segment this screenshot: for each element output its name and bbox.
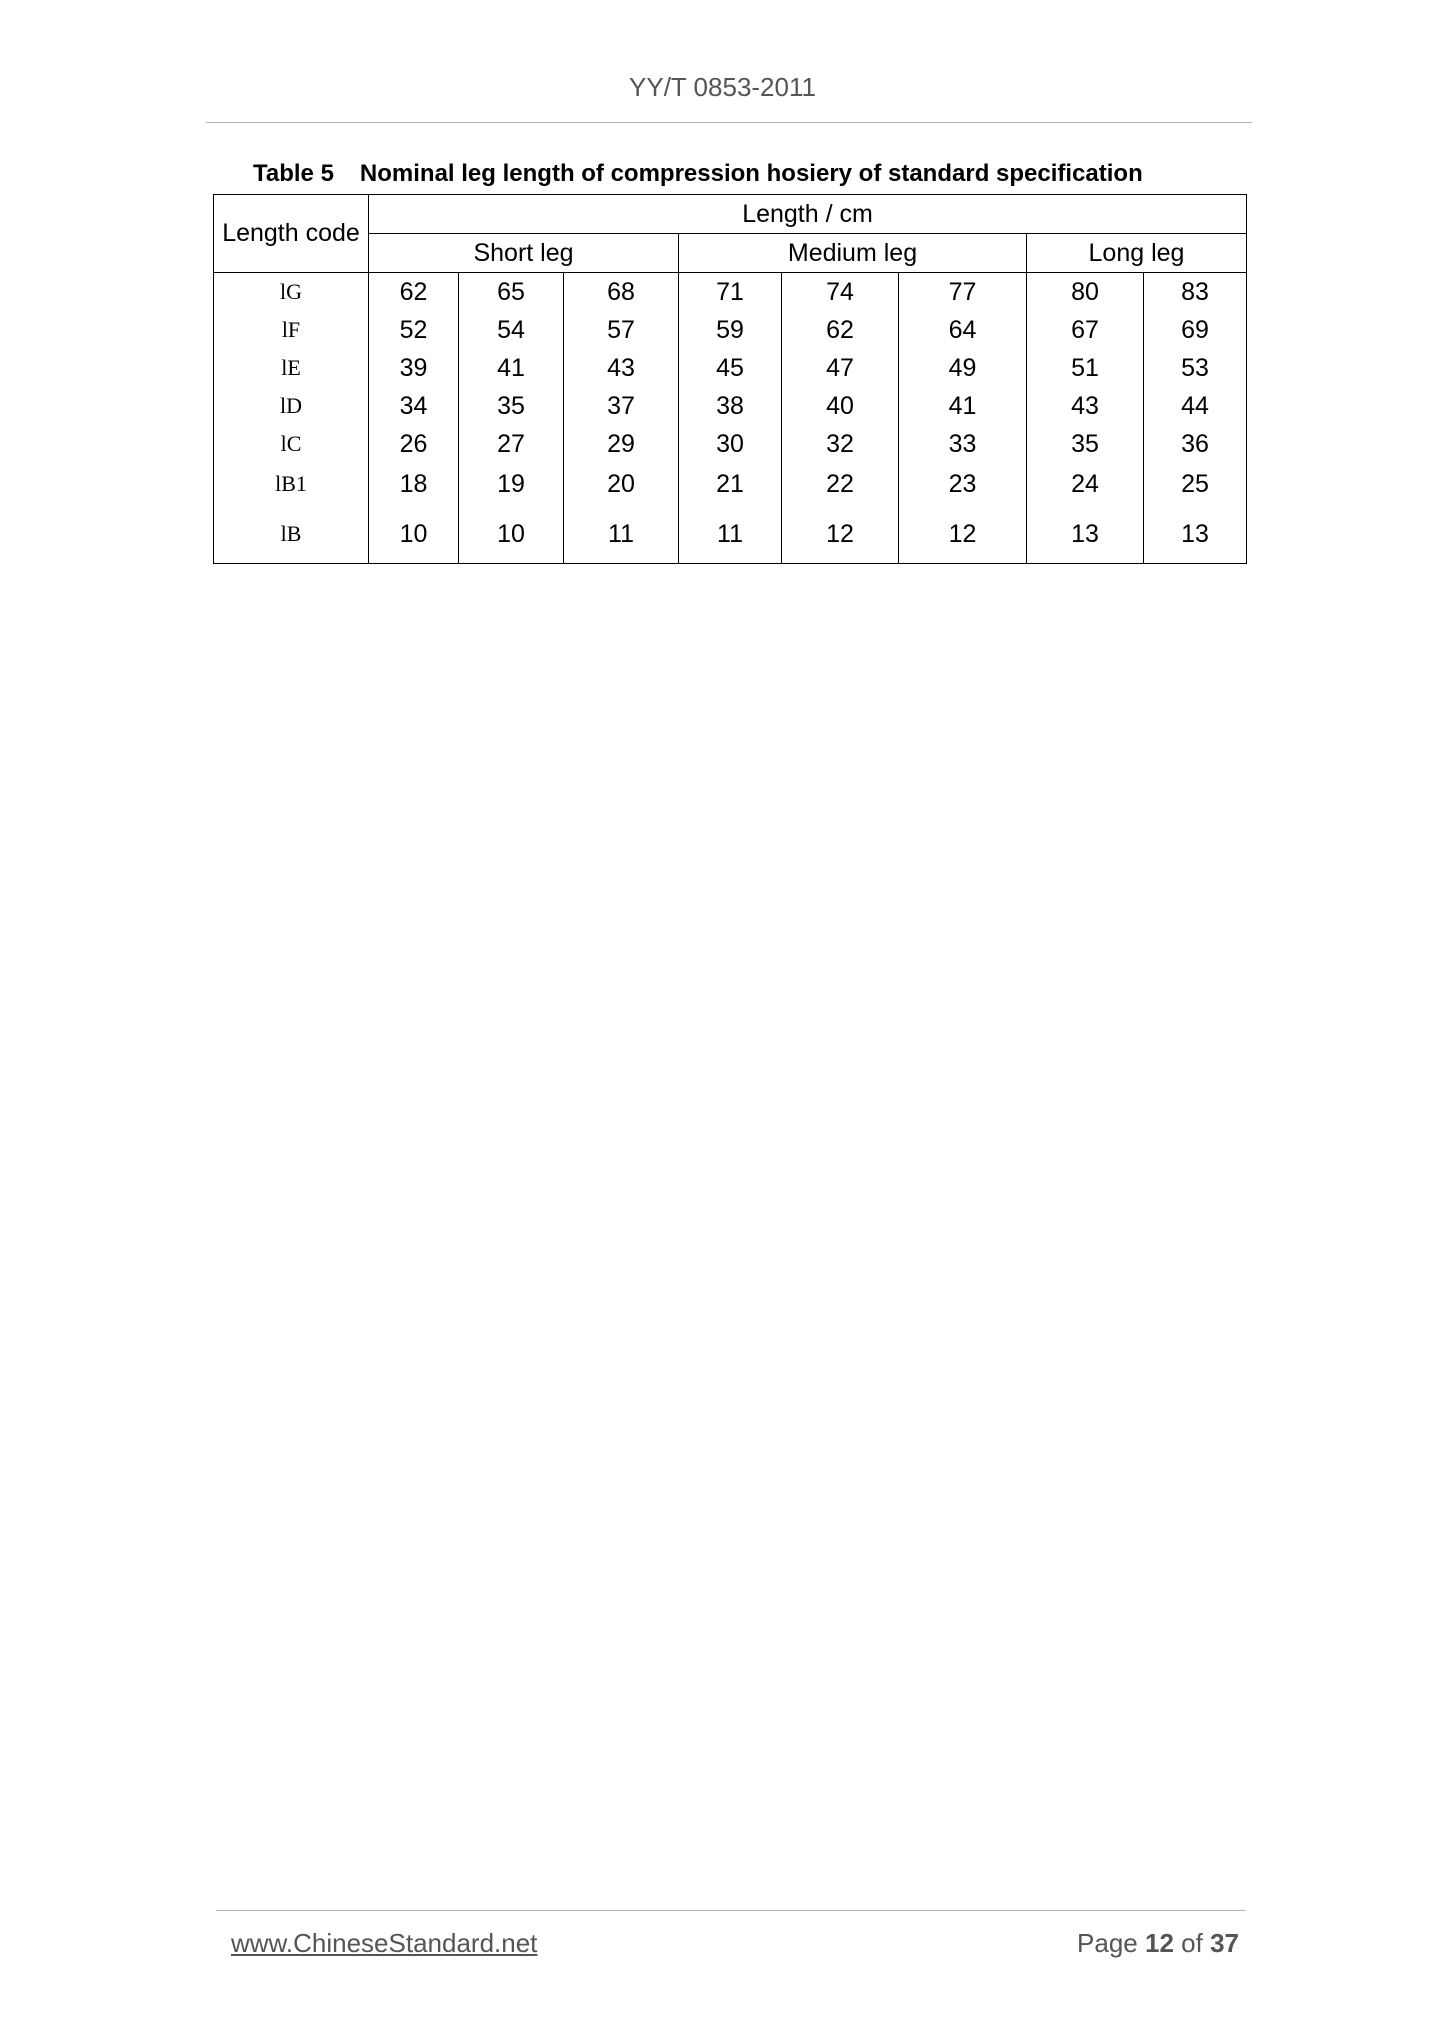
table-body — [214, 273, 1247, 564]
table-caption-title: Nominal leg length of compression hosiery of standard specification — [359, 160, 1143, 187]
length-value-cell: 68 — [564, 273, 679, 312]
length-code-cell: lD — [214, 387, 369, 425]
table-row — [214, 463, 1247, 505]
length-value-cell: 57 — [564, 311, 679, 349]
page-word: Page — [1077, 1928, 1138, 1958]
length-value-cell: 69 — [1144, 311, 1247, 349]
document-id: YY/T 0853-2011 — [629, 72, 816, 102]
length-unit-header: Length / cm — [369, 195, 1247, 234]
length-value-cell: 23 — [899, 463, 1027, 505]
header-divider — [206, 122, 1252, 123]
length-value-cell: 59 — [679, 311, 782, 349]
length-value-cell: 20 — [564, 463, 679, 505]
length-value-cell: 43 — [1027, 387, 1144, 425]
long-leg-header: Long leg — [1027, 234, 1247, 273]
length-value-cell: 80 — [1027, 273, 1144, 312]
length-value-cell: 12 — [899, 505, 1027, 564]
page-current: 12 — [1145, 1928, 1174, 1958]
length-value-cell: 62 — [782, 311, 899, 349]
length-value-cell: 44 — [1144, 387, 1247, 425]
length-value-cell: 26 — [369, 425, 459, 463]
medium-leg-header: Medium leg — [679, 234, 1027, 273]
short-leg-header: Short leg — [369, 234, 679, 273]
length-value-cell: 10 — [369, 505, 459, 564]
length-value-cell: 35 — [459, 387, 564, 425]
length-value-cell: 18 — [369, 463, 459, 505]
table-caption-number: Table 5 — [253, 160, 334, 187]
table-row — [214, 311, 1247, 349]
length-value-cell: 13 — [1027, 505, 1144, 564]
length-value-cell: 45 — [679, 349, 782, 387]
length-code-cell: lB1 — [214, 463, 369, 505]
length-value-cell: 19 — [459, 463, 564, 505]
length-value-cell: 11 — [679, 505, 782, 564]
page-total: 37 — [1210, 1928, 1239, 1958]
table-row — [214, 387, 1247, 425]
length-value-cell: 37 — [564, 387, 679, 425]
site-link[interactable]: www.ChineseStandard.net — [231, 1928, 538, 1958]
length-value-cell: 10 — [459, 505, 564, 564]
footer-divider — [216, 1910, 1246, 1911]
length-value-cell: 83 — [1144, 273, 1247, 312]
length-value-cell: 51 — [1027, 349, 1144, 387]
length-value-cell: 11 — [564, 505, 679, 564]
length-value-cell: 71 — [679, 273, 782, 312]
page-indicator — [1077, 1928, 1239, 1959]
page-of: of — [1181, 1928, 1203, 1958]
length-value-cell: 41 — [899, 387, 1027, 425]
length-value-cell: 30 — [679, 425, 782, 463]
table-row — [214, 425, 1247, 463]
length-value-cell: 24 — [1027, 463, 1144, 505]
length-code-cell: lC — [214, 425, 369, 463]
length-value-cell: 27 — [459, 425, 564, 463]
length-value-cell: 52 — [369, 311, 459, 349]
length-value-cell: 39 — [369, 349, 459, 387]
length-value-cell: 13 — [1144, 505, 1247, 564]
length-code-cell: lE — [214, 349, 369, 387]
length-value-cell: 65 — [459, 273, 564, 312]
length-value-cell: 40 — [782, 387, 899, 425]
length-value-cell: 38 — [679, 387, 782, 425]
length-value-cell: 32 — [782, 425, 899, 463]
table-row — [214, 505, 1247, 564]
length-value-cell: 62 — [369, 273, 459, 312]
length-value-cell: 35 — [1027, 425, 1144, 463]
length-code-cell: lB — [214, 505, 369, 564]
table-row — [214, 349, 1247, 387]
length-value-cell: 36 — [1144, 425, 1247, 463]
length-value-cell: 29 — [564, 425, 679, 463]
table-caption — [253, 160, 1143, 188]
length-value-cell: 33 — [899, 425, 1027, 463]
length-value-cell: 12 — [782, 505, 899, 564]
length-value-cell: 49 — [899, 349, 1027, 387]
length-value-cell: 22 — [782, 463, 899, 505]
length-value-cell: 74 — [782, 273, 899, 312]
length-value-cell: 25 — [1144, 463, 1247, 505]
length-value-cell: 43 — [564, 349, 679, 387]
length-code-cell: lG — [214, 273, 369, 312]
length-value-cell: 41 — [459, 349, 564, 387]
length-value-cell: 47 — [782, 349, 899, 387]
length-value-cell: 64 — [899, 311, 1027, 349]
length-value-cell: 53 — [1144, 349, 1247, 387]
table-row — [214, 273, 1247, 312]
leg-length-table — [213, 194, 1247, 564]
length-value-cell: 21 — [679, 463, 782, 505]
length-value-cell: 67 — [1027, 311, 1144, 349]
length-value-cell: 34 — [369, 387, 459, 425]
length-value-cell: 77 — [899, 273, 1027, 312]
length-value-cell: 54 — [459, 311, 564, 349]
length-code-header: Length code — [214, 195, 369, 273]
length-code-cell: lF — [214, 311, 369, 349]
